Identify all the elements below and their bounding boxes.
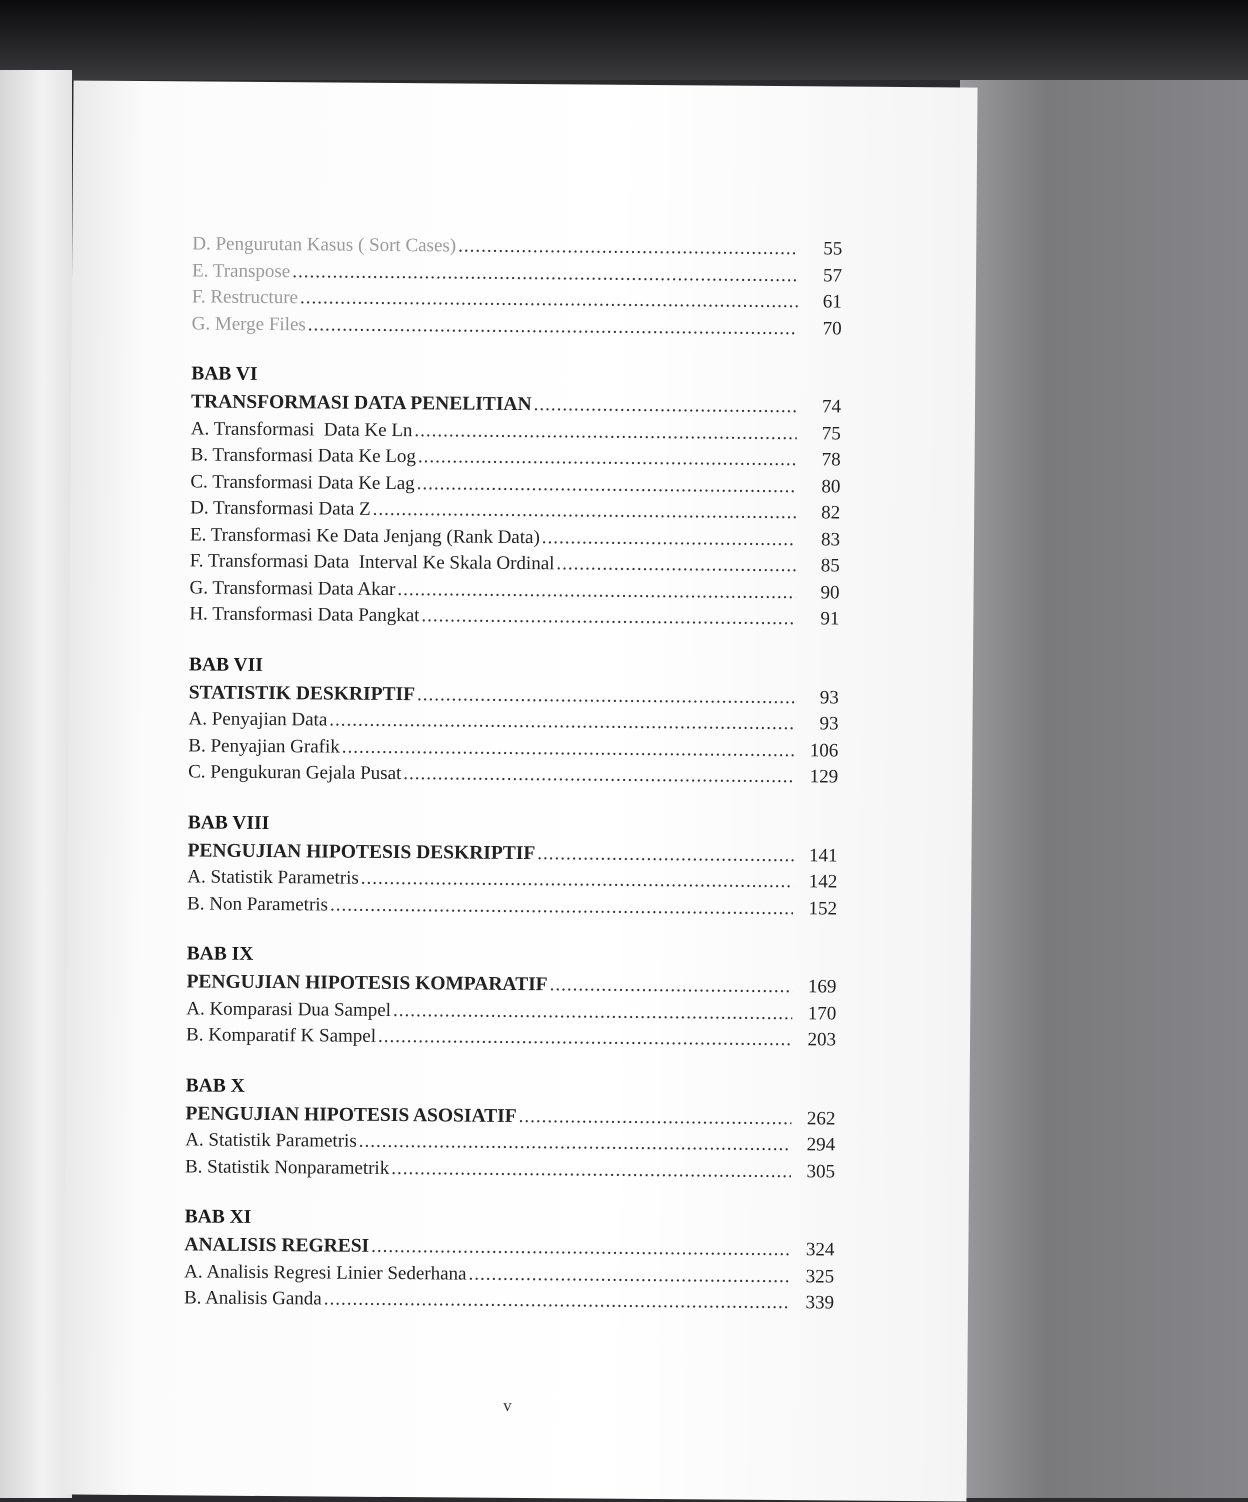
entry-page-number: 70 xyxy=(822,317,842,340)
entry-page-number: 82 xyxy=(821,502,841,524)
entry-label: A. Statistik Parametris xyxy=(185,1129,357,1152)
dot-leader xyxy=(519,1104,792,1133)
entry-page-number: 203 xyxy=(807,1029,837,1051)
dot-leader xyxy=(361,866,794,896)
entry-label: D. Transformasi Data Z xyxy=(190,497,371,520)
dot-leader xyxy=(373,497,797,527)
dot-leader xyxy=(550,972,793,1000)
dot-leader xyxy=(324,1286,790,1316)
chapter-title: PENGUJIAN HIPOTESIS DESKRIPTIF xyxy=(187,839,536,864)
dot-leader xyxy=(308,312,798,342)
dot-leader xyxy=(468,1261,790,1290)
entry-page-number: 61 xyxy=(822,291,842,313)
entry-page-number: 78 xyxy=(821,449,841,471)
entry-page-number: 325 xyxy=(805,1265,835,1287)
dot-leader xyxy=(359,1129,792,1159)
toc-entry[interactable] xyxy=(188,759,838,791)
dot-leader xyxy=(397,577,795,607)
chapter-number: BAB VIII xyxy=(187,811,270,834)
toc-entry[interactable] xyxy=(192,311,842,343)
entry-page-number: 55 xyxy=(823,238,843,260)
entry-label: F. Restructure xyxy=(191,286,299,309)
dot-leader xyxy=(300,285,798,315)
right-shadow xyxy=(960,80,1248,1498)
entry-page-number: 142 xyxy=(808,871,838,893)
dot-leader xyxy=(393,998,792,1028)
entry-label: A. Komparasi Dua Sampel xyxy=(186,997,392,1021)
dot-leader xyxy=(556,551,796,579)
entry-page-number: 57 xyxy=(822,264,843,287)
table-of-contents xyxy=(184,231,842,1317)
toc-entry[interactable] xyxy=(185,1154,835,1186)
dot-leader xyxy=(421,603,795,632)
entry-page-number: 305 xyxy=(806,1160,836,1182)
chapter-page-number: 262 xyxy=(806,1107,836,1129)
entry-page-number: 93 xyxy=(819,713,839,735)
toc-section xyxy=(186,939,837,1054)
entry-label: H. Transformasi Data Pangkat xyxy=(189,603,420,627)
entry-label: A. Transformasi Data Ke Ln xyxy=(190,417,413,441)
chapter-page-number: 141 xyxy=(808,844,838,866)
entry-page-number: 339 xyxy=(805,1292,835,1314)
dot-leader xyxy=(534,392,798,421)
toc-entry[interactable] xyxy=(186,1022,836,1054)
toc-section xyxy=(189,359,841,633)
entry-label: C. Pengukuran Gejala Pusat xyxy=(188,761,402,785)
dot-leader xyxy=(417,471,797,500)
chapter-number: BAB X xyxy=(185,1074,245,1097)
chapter-title: PENGUJIAN HIPOTESIS KOMPARATIF xyxy=(186,971,548,996)
toc-entry[interactable] xyxy=(184,1285,834,1317)
top-shadow xyxy=(0,0,1248,80)
entry-page-number: 106 xyxy=(809,739,839,761)
page-number: v xyxy=(503,1395,512,1415)
chapter-number: BAB IX xyxy=(186,943,254,965)
dot-leader xyxy=(292,259,798,289)
entry-label: F. Transformasi Data Interval Ke Skala Ordinal xyxy=(189,550,555,575)
chapter-title: TRANSFORMASI DATA PENELITIAN xyxy=(190,391,532,416)
entry-label: B. Transformasi Data Ke Log xyxy=(190,444,417,468)
toc-entry[interactable] xyxy=(187,891,837,923)
entry-page-number: 85 xyxy=(820,555,840,577)
dot-leader xyxy=(417,682,795,711)
entry-label: B. Analisis Ganda xyxy=(183,1287,322,1310)
chapter-number: BAB XI xyxy=(184,1206,252,1228)
dot-leader xyxy=(458,233,798,262)
entry-label: E. Transpose xyxy=(191,259,291,282)
toc-section xyxy=(187,808,838,923)
entry-label: G. Transformasi Data Akar xyxy=(189,576,396,600)
chapter-page-number: 324 xyxy=(805,1239,835,1261)
chapter-number: BAB VII xyxy=(188,653,263,676)
dot-leader xyxy=(403,761,794,791)
entry-page-number: 129 xyxy=(809,766,839,788)
left-page-edge xyxy=(0,70,72,1498)
dot-leader xyxy=(418,444,797,473)
entry-label: B. Penyajian Grafik xyxy=(188,734,340,758)
chapter-number: BAB VI xyxy=(191,363,258,385)
dot-leader xyxy=(342,734,795,764)
entry-label: D. Pengurutan Kasus ( Sort Cases) xyxy=(192,233,457,257)
entry-label: B. Statistik Nonparametrik xyxy=(184,1155,390,1179)
dot-leader xyxy=(391,1156,791,1186)
entry-label: A. Statistik Parametris xyxy=(187,866,359,889)
toc-entry[interactable] xyxy=(189,601,839,633)
dot-leader xyxy=(542,525,796,553)
toc-section xyxy=(184,1202,835,1317)
entry-page-number: 80 xyxy=(821,475,841,498)
toc-section xyxy=(192,231,843,342)
entry-label: C. Transformasi Data Ke Lag xyxy=(190,470,415,494)
entry-page-number: 170 xyxy=(807,1002,837,1024)
dot-leader xyxy=(414,418,797,448)
dot-leader xyxy=(329,708,794,738)
chapter-title: STATISTIK DESKRIPTIF xyxy=(188,681,416,705)
dot-leader xyxy=(330,892,793,922)
toc-section xyxy=(188,650,839,791)
entry-page-number: 75 xyxy=(821,422,841,445)
chapter-title: PENGUJIAN HIPOTESIS ASOSIATIF xyxy=(185,1102,517,1127)
book-page xyxy=(62,80,977,1501)
chapter-page-number: 169 xyxy=(807,976,837,998)
entry-page-number: 90 xyxy=(820,581,840,604)
entry-page-number: 294 xyxy=(806,1134,836,1156)
toc-section xyxy=(185,1071,836,1186)
entry-page-number: 83 xyxy=(820,528,841,551)
entry-label: B. Komparatif K Sampel xyxy=(185,1024,377,1047)
entry-label: A. Analisis Regresi Linier Sederhana xyxy=(184,1260,467,1285)
dot-leader xyxy=(378,1024,792,1054)
entry-label: G. Merge Files xyxy=(191,312,306,335)
chapter-title: ANALISIS REGRESI xyxy=(184,1234,370,1257)
entry-label: A. Penyajian Data xyxy=(188,708,328,731)
entry-page-number: 91 xyxy=(820,608,840,630)
entry-page-number: 152 xyxy=(808,897,838,919)
dot-leader xyxy=(537,841,793,870)
entry-label: E. Transformasi Ke Data Jenjang (Rank Data) xyxy=(189,523,540,548)
entry-label: B. Non Parametris xyxy=(187,892,329,915)
chapter-page-number: 74 xyxy=(821,396,842,418)
chapter-page-number: 93 xyxy=(819,686,839,709)
dot-leader xyxy=(371,1234,790,1264)
